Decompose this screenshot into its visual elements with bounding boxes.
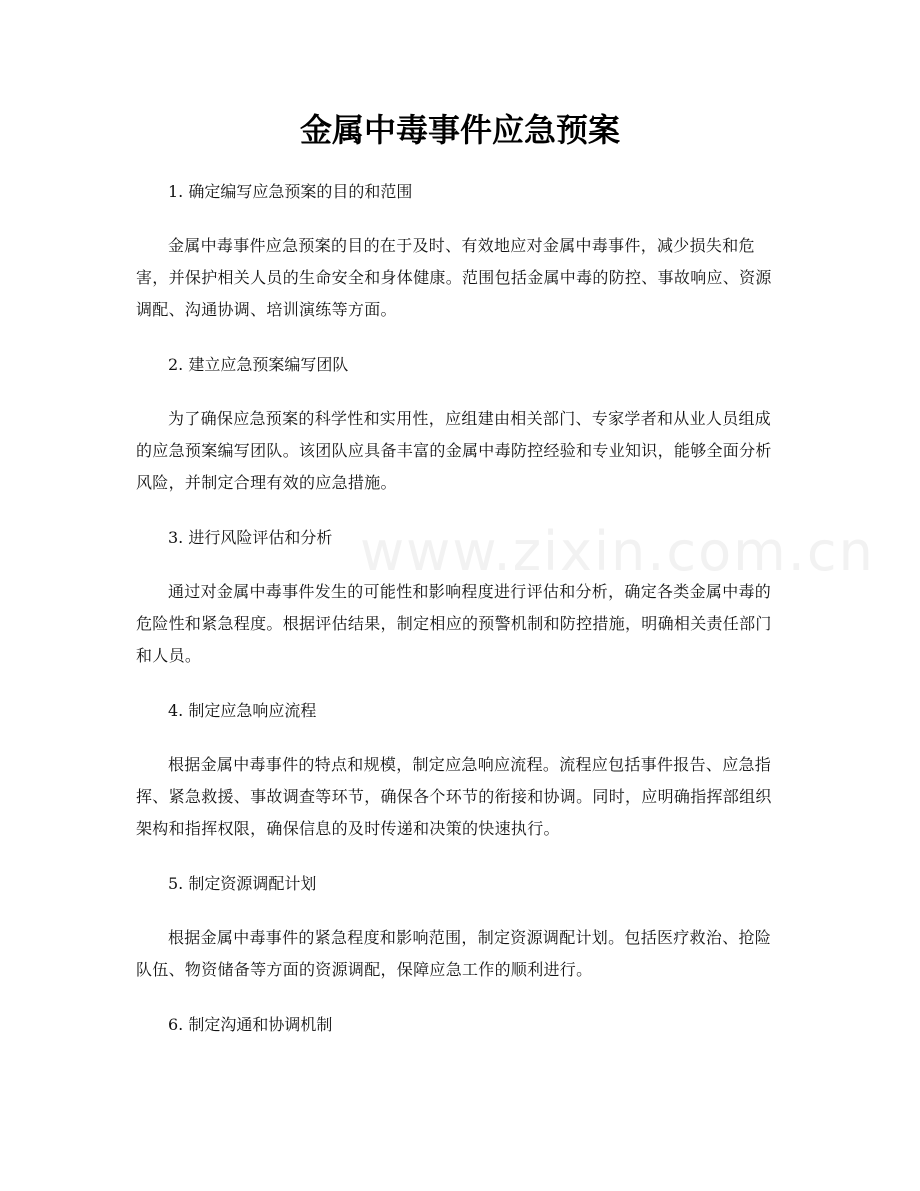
page-title: 金属中毒事件应急预案	[299, 111, 620, 149]
watermark: www.zixin.com.cn	[360, 520, 875, 583]
section-heading-4: 4. 制定应急响应流程	[168, 701, 317, 720]
section-paragraph-4: 根据金属中毒事件的特点和规模，制定应急响应流程。流程应包括事件报告、应急指挥、紧急救援、事故调查等环节，确保各个环节的衔接和协调。同时，应明确指挥部组织架构和指挥权限，确保信息的及时传递和决策的快速执行。	[136, 755, 772, 838]
section-paragraph-1: 金属中毒事件应急预案的目的在于及时、有效地应对金属中毒事件，减少损失和危害，并保护相关人员的生命安全和身体健康。范围包括金属中毒的防控、事故响应、资源调配、沟通协调、培训演练等方面。	[136, 236, 772, 319]
section-paragraph-3: 通过对金属中毒事件发生的可能性和影响程度进行评估和分析，确定各类金属中毒的危险性和紧急程度。根据评估结果，制定相应的预警机制和防控措施，明确相关责任部门和人员。	[136, 582, 772, 665]
section-heading-3: 3. 进行风险评估和分析	[168, 528, 333, 547]
document-body	[136, 178, 786, 1063]
section-paragraph-2: 为了确保应急预案的科学性和实用性，应组建由相关部门、专家学者和从业人员组成的应急预案编写团队。该团队应具备丰富的金属中毒防控经验和专业知识，能够全面分析风险，并制定合理有效的应急措施。	[136, 409, 772, 492]
section-heading-6: 6. 制定沟通和协调机制	[168, 1015, 333, 1034]
section-heading-1: 1. 确定编写应急预案的目的和范围	[168, 182, 413, 201]
section-heading-5: 5. 制定资源调配计划	[168, 874, 317, 893]
section-heading-2: 2. 建立应急预案编写团队	[168, 355, 349, 374]
section-paragraph-5: 根据金属中毒事件的紧急程度和影响范围，制定资源调配计划。包括医疗救治、抢险队伍、物资储备等方面的资源调配，保障应急工作的顺利进行。	[136, 928, 772, 979]
